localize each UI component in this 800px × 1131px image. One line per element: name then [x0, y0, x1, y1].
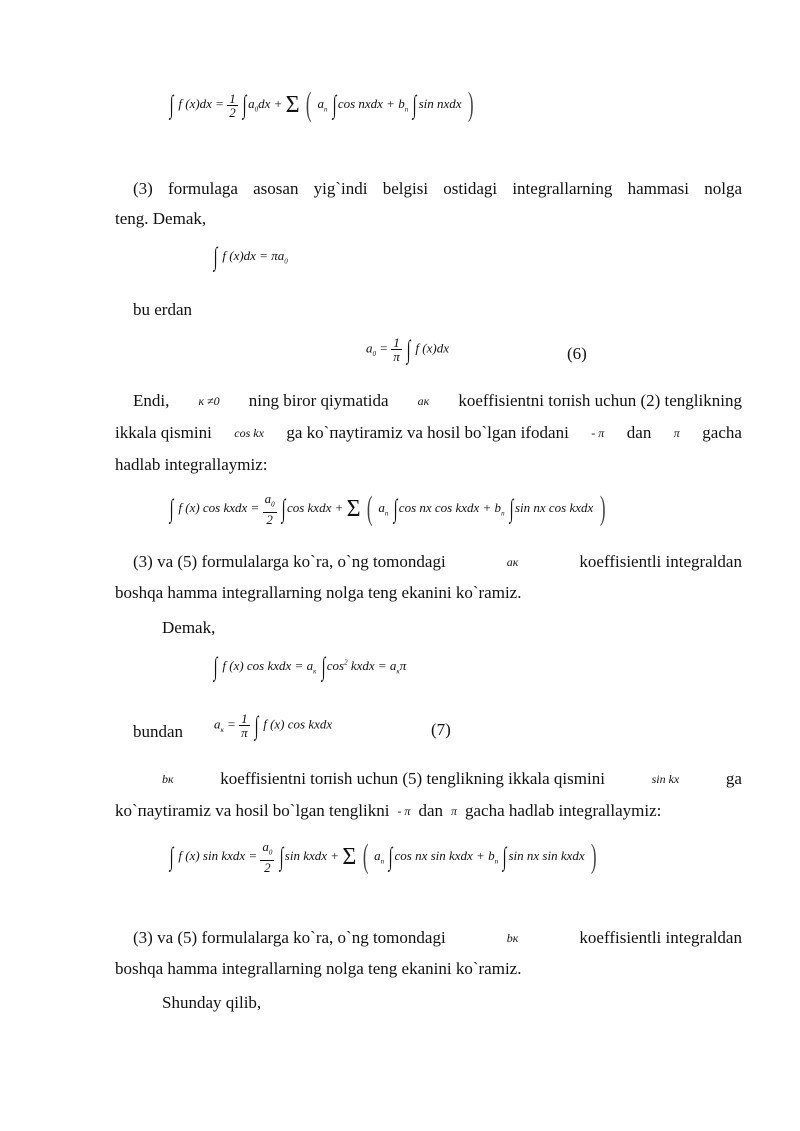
bundan: bundan — [133, 722, 184, 741]
equation-cos2: ∫ f (x) cos kxdx = $a_к$ ∫ $\cos^2$ kxdx = $a_к\pi$ — [213, 652, 407, 681]
p3-line1-a: (3) va (5) formulalarga ko`ra, o`ng tomondagi — [133, 552, 446, 571]
shunday-qilib: Shunday qilib, — [162, 993, 262, 1012]
p2-line1 — [133, 389, 742, 413]
p2-line2-c: dan — [626, 423, 652, 442]
minus-pi-symbol: - π — [591, 426, 605, 440]
equation-a0-integral: ∫ f $(x)dx = \pi a_0$ — [213, 242, 288, 271]
p3-line2: boshqa hamma integrallarning nolga teng ekanini ko`ramiz. — [115, 583, 522, 602]
p2-line2-a: ikkala qismini — [115, 423, 212, 442]
p2-line1-c: koeffisientni toпish uchun (2) tenglikning — [458, 391, 742, 410]
equation-top: ∫ f (x)dx = $\frac{1}{2}$ ∫ $a_0dx + \Sigma$ ( $a_n$ ∫ cos nxdx + $b_n$ ∫ sin nxdx ) — [169, 86, 474, 123]
pi-symbol: π — [673, 426, 680, 440]
a-k-symbol-2: aк — [506, 555, 519, 569]
equation-sin: ∫ f (x) sin kxdx = $\frac{a_0}{2}$ ∫ sin kxdx + Σ ( $a_n$ ∫ cos nx sin kxdx + $b_n$ ∫ sin nx sin kxdx ) — [169, 838, 597, 875]
p4-line2-a: ko`пaytiramiz va hosil bo`lgan tenglikni — [115, 801, 390, 820]
p2-line2 — [115, 421, 742, 445]
p4-line2-c: gacha hadlab integrallaymiz: — [465, 801, 662, 820]
p5-line2: boshqa hamma integrallarning nolga teng ekanini ko`ramiz. — [115, 959, 522, 978]
p4-line1-b: koeffisientni toпish uchun (5) tenglikning ikkala qismini — [220, 769, 605, 788]
b-k-symbol-2: bк — [506, 931, 519, 945]
p2-line2-d: gacha — [702, 423, 742, 442]
equation-7-number: (7) — [431, 720, 451, 739]
p2-line1-a: Endi, — [133, 391, 170, 410]
b-k-symbol: bк — [162, 772, 174, 786]
p1-line1: (3) formulaga asosan yig`indi belgisi ostidagi integrallarning hammasi nolga — [133, 179, 742, 198]
p2-line1-b: ning biror qiymatida — [248, 391, 389, 410]
equation-6-number: (6) — [567, 344, 587, 363]
p4-line1-c: ga — [725, 769, 742, 788]
sin-kx-symbol: sin kx — [651, 772, 680, 786]
p5-line1-a: (3) va (5) formulalarga ko`ra, o`ng tomondagi — [133, 928, 446, 947]
p3-line1-b: koeffisientli integraldan — [579, 552, 742, 571]
p4-line2 — [115, 799, 661, 823]
p2-line3: hadlab integrallaymiz: — [115, 455, 268, 474]
p5-line1 — [133, 926, 742, 950]
p5-line1-b: koeffisientli integraldan — [579, 928, 742, 947]
cos-kx-symbol: cos kx — [234, 426, 264, 440]
p3-line1 — [133, 550, 742, 574]
p1-line2: teng. Demak, — [115, 209, 207, 228]
minus-pi-symbol-2: - π — [397, 804, 411, 818]
p4-line1 — [162, 767, 742, 791]
pi-symbol-2: π — [451, 804, 458, 818]
demak: Demak, — [162, 618, 216, 637]
p4-line2-b: dan — [418, 801, 443, 820]
p2-line2-b: ga ko`пaytiramiz va hosil bo`lgan ifodani — [286, 423, 569, 442]
k-neq-0: к ≠0 — [198, 394, 220, 408]
equation-6: $a_0$ = $\frac{1}{\pi}$ ∫ f (x)dx — [366, 334, 449, 364]
bu-erdan: bu erdan — [133, 300, 193, 319]
a-k-symbol: aк — [417, 394, 430, 408]
equation-cos: ∫ f (x) cos kxdx = $\frac{a_0}{2}$ ∫ cos kxdx + Σ ( $a_n$ ∫ cos nx cos kxdx + $b_n$ ∫ sin nx cos kxdx ) — [169, 490, 606, 527]
equation-7: $a_к$ = $\frac{1}{\pi}$ ∫ f (x) cos kxdx — [214, 710, 333, 740]
